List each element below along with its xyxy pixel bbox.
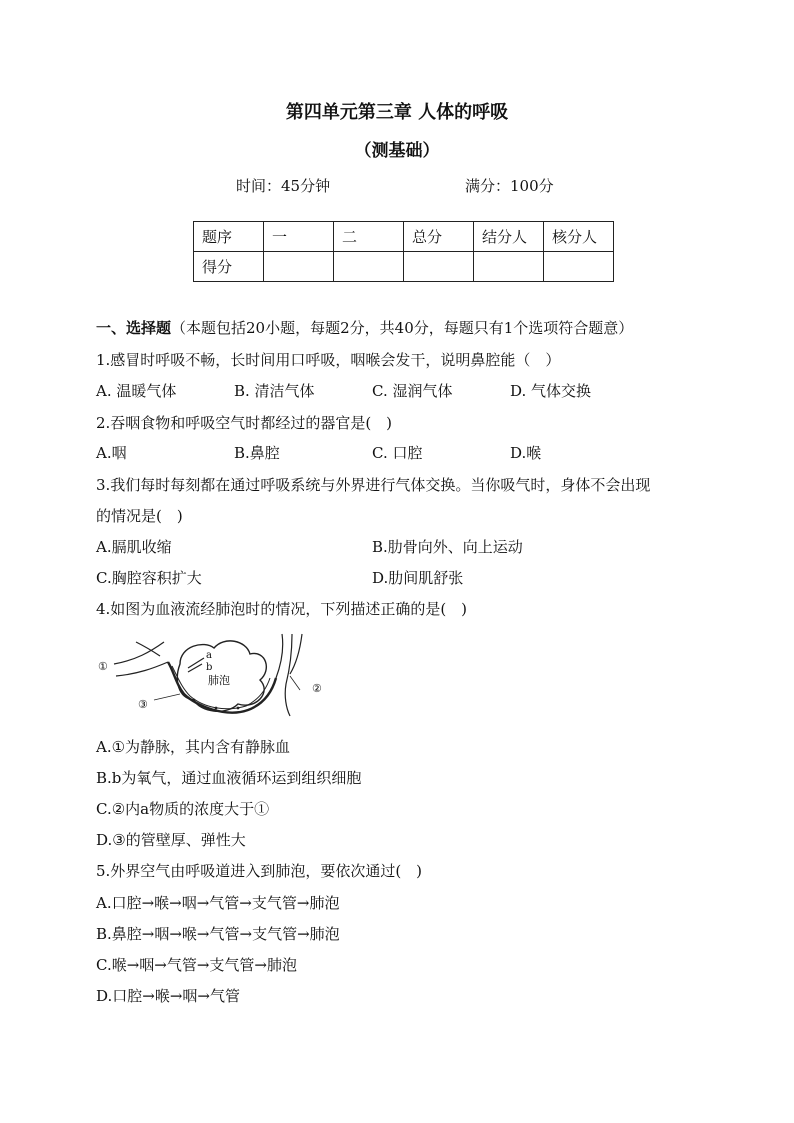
option-d[interactable]: D.喉 xyxy=(510,444,542,462)
page-title: 第四单元第三章 人体的呼吸 xyxy=(285,102,509,123)
option-c[interactable]: C. 湿润气体 xyxy=(372,382,453,400)
score-table-cell: 结分人 xyxy=(474,222,544,252)
label-alveolus: 肺泡 xyxy=(208,674,230,687)
option-c[interactable]: C.胸腔容积扩大 xyxy=(96,569,202,587)
capillary-dot xyxy=(237,707,240,710)
section-title: 一、选择题 xyxy=(96,319,172,337)
label-a: a xyxy=(206,650,212,661)
label-1: ① xyxy=(98,660,108,673)
score-table-cell: 核分人 xyxy=(544,222,614,252)
arrow-b xyxy=(188,664,202,672)
option-c[interactable]: C. 口腔 xyxy=(372,444,423,462)
label-3-pointer xyxy=(154,694,180,700)
score-table-header-row xyxy=(194,222,614,252)
page-subtitle: （测基础） xyxy=(354,141,440,161)
option-d[interactable]: D. 气体交换 xyxy=(510,382,592,400)
option-a[interactable]: A. 温暖气体 xyxy=(96,382,177,400)
vessel-2-left-wall xyxy=(276,634,283,678)
time-limit: 时间：45分钟 xyxy=(236,177,331,195)
capillary-dot xyxy=(193,699,196,702)
label-3: ③ xyxy=(138,698,148,711)
option-b[interactable]: B. 清洁气体 xyxy=(234,382,315,400)
score-table-cell: 二 xyxy=(334,222,404,252)
question-stem-3: 3.我们每时每刻都在通过呼吸系统与外界进行气体交换。当你吸气时，身体不会出现 xyxy=(96,476,651,494)
question-stem-4: 4.如图为血液流经肺泡时的情况，下列描述正确的是( ) xyxy=(96,600,468,618)
option-a[interactable]: A.咽 xyxy=(96,444,127,462)
option-b[interactable]: B.鼻腔 xyxy=(234,444,280,462)
option-d[interactable]: D.口腔→喉→咽→气管 xyxy=(96,987,240,1005)
score-entry-cell[interactable] xyxy=(404,252,474,282)
label-2: ② xyxy=(312,682,322,695)
alveolus-diagram xyxy=(96,628,332,724)
option-a[interactable]: A.①为静脉，其内含有静脉血 xyxy=(96,738,291,756)
question-stem-1: 1.感冒时呼吸不畅，长时间用口呼吸，咽喉会发干，说明鼻腔能（ ） xyxy=(96,351,561,369)
score-table-score-row xyxy=(194,252,614,282)
capillary-dot xyxy=(215,707,218,710)
question-stem-3-cont: 的情况是( ) xyxy=(96,507,183,525)
score-table-cell: 题序 xyxy=(194,222,264,252)
option-c[interactable]: C.②内a物质的浓度大于① xyxy=(96,800,270,818)
option-a[interactable]: A.膈肌收缩 xyxy=(96,538,172,556)
flow-arrow xyxy=(290,676,300,690)
score-table-cell: 得分 xyxy=(194,252,264,282)
option-b[interactable]: B.鼻腔→咽→喉→气管→支气管→肺泡 xyxy=(96,925,340,943)
option-b[interactable]: B.b为氧气，通过血液循环运到组织细胞 xyxy=(96,769,362,787)
option-d[interactable]: D.肋间肌舒张 xyxy=(372,569,464,587)
vessel-1-branch xyxy=(136,642,160,656)
capillary-outer xyxy=(168,662,276,713)
section-heading xyxy=(96,317,633,338)
score-entry-cell[interactable] xyxy=(334,252,404,282)
section-note: （本题包括20小题，每题2分，共40分，每题只有1个选项符合题意） xyxy=(171,319,634,337)
vessel-2-right-wall xyxy=(285,634,292,716)
option-b[interactable]: B.肋骨向外、向上运动 xyxy=(372,538,523,556)
full-score: 满分：100分 xyxy=(465,177,554,195)
arrow-a xyxy=(188,658,204,668)
question-stem-5: 5.外界空气由呼吸道进入到肺泡，要依次通过( ) xyxy=(96,862,423,880)
score-table-cell: 总分 xyxy=(404,222,474,252)
option-a[interactable]: A.口腔→喉→咽→气管→支气管→肺泡 xyxy=(96,894,340,912)
score-table xyxy=(193,221,614,282)
score-entry-cell[interactable] xyxy=(264,252,334,282)
option-d[interactable]: D.③的管壁厚、弹性大 xyxy=(96,831,246,849)
score-entry-cell[interactable] xyxy=(544,252,614,282)
score-table-cell: 一 xyxy=(264,222,334,252)
option-c[interactable]: C.喉→咽→气管→支气管→肺泡 xyxy=(96,956,297,974)
label-b: b xyxy=(206,662,213,673)
question-stem-2: 2.吞咽食物和呼吸空气时都经过的器官是( ) xyxy=(96,414,393,432)
vessel-1-lower-wall xyxy=(116,662,168,676)
score-entry-cell[interactable] xyxy=(474,252,544,282)
